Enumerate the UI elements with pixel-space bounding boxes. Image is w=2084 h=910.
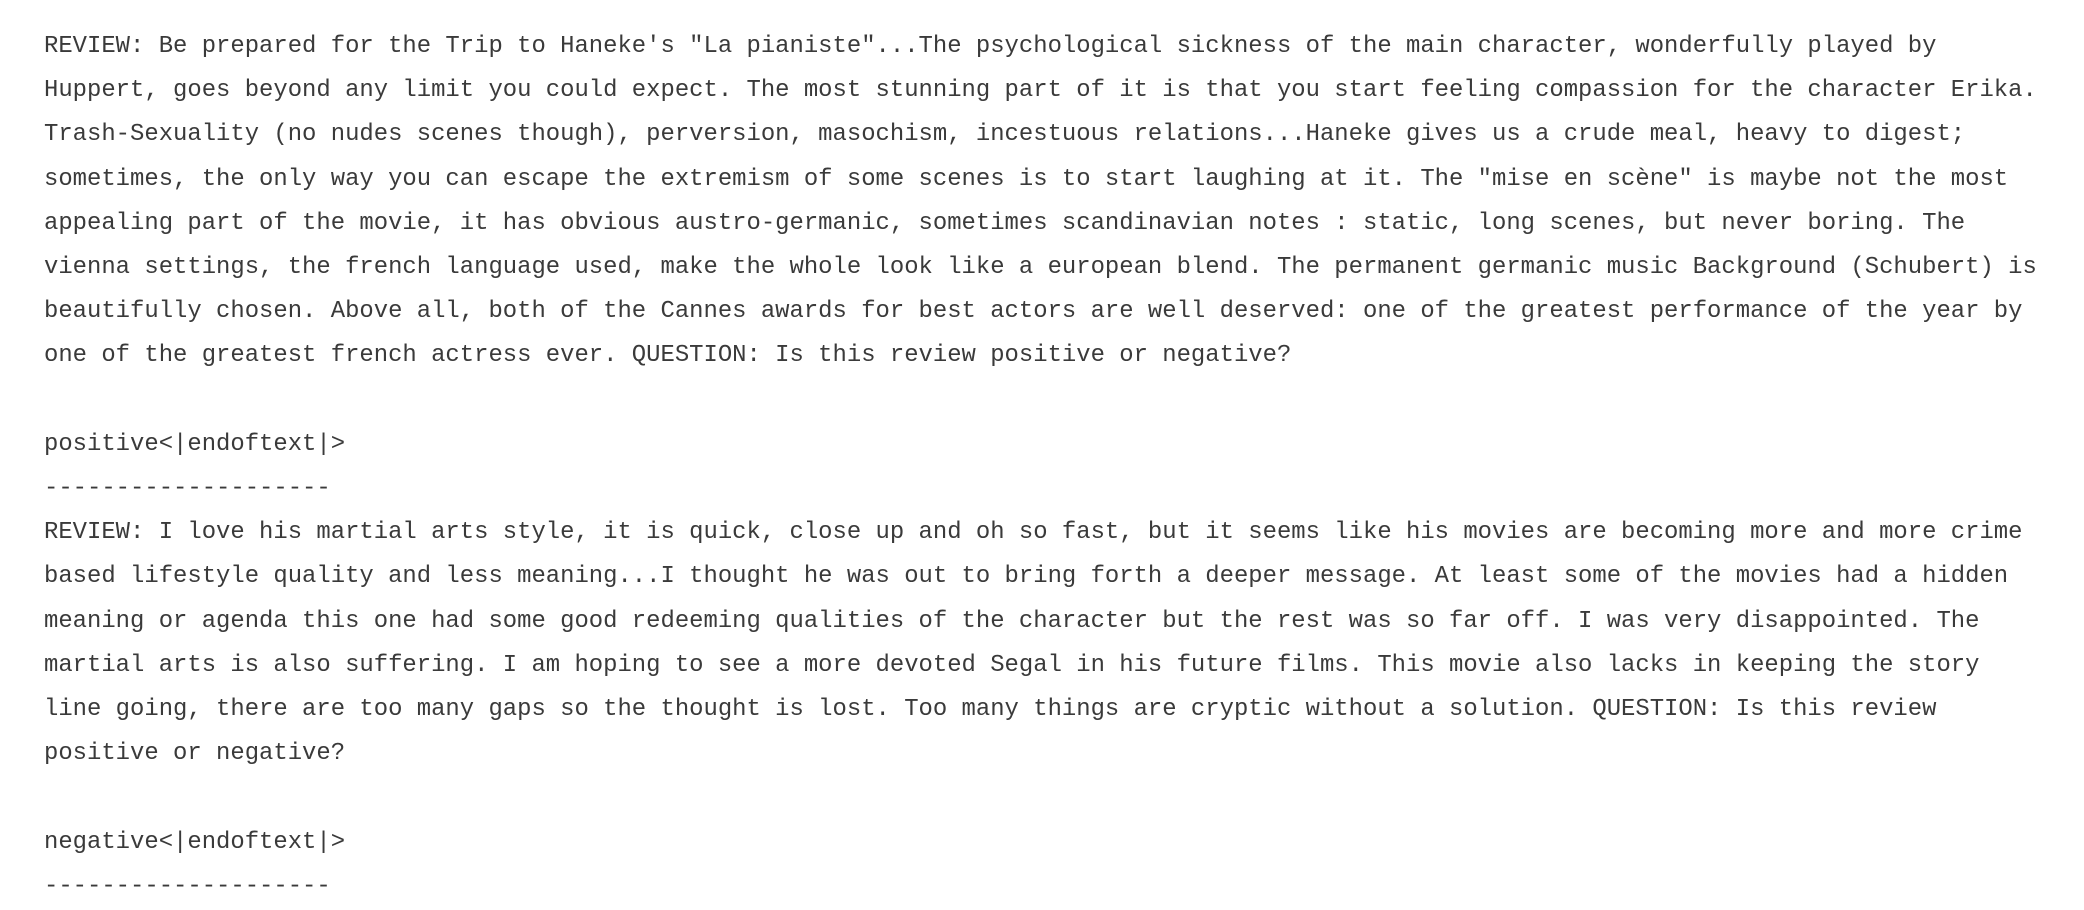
answer-text: positive<|endoftext|>: [44, 430, 346, 458]
answer-text: negative<|endoftext|>: [44, 828, 346, 856]
separator-line: --------------------: [44, 475, 331, 503]
blank-line: [44, 379, 2040, 423]
review-text: REVIEW: Be prepared for the Trip to Haneke's "La pianiste"...The psychological sickness of the main character, wonderfully played by Huppert, goes beyond any limit you could expect. The most stunning part of it is that you start feeling compassion for the character Erika. Trash-Sexuality (no nudes scenes though), perversion, masochism, incestuous relations...Haneke gives us a crude meal, heavy to digest; sometimes, the only way you can escape the extremism of some scenes is to start laughing at it. The "mise en scène" is maybe not the most appealing part of the movie, it has obvious austro-germanic, sometimes scandinavian notes : static, long scenes, but never boring. The vienna settings, the french language used, make the whole look like a european blend. The permanent germanic music Background (Schubert) is beautifully chosen. Above all, both of the Cannes awards for best actors are well deserved: one of the greatest performance of the year by one of the greatest french actress ever. QUESTION: Is this review positive or negative?: [44, 33, 2037, 370]
separator-line: --------------------: [44, 872, 331, 900]
blank-line: [44, 776, 2040, 820]
review-text: REVIEW: I love his martial arts style, it is quick, close up and oh so fast, but it seems like his movies are becoming more and more crime based lifestyle quality and less meaning...I thought he was out to bring forth a deeper message. At least some of the movies had a hidden meaning or agenda this one had some good redeeming qualities of the character but the rest was so far off. I was very disappointed. The martial arts is also suffering. I am hoping to see a more devoted Segal in his future films. This movie also lacks in keeping the story line going, there are too many gaps so the thought is lost. Too many things are cryptic without a solution. QUESTION: Is this review positive or negative?: [44, 519, 2023, 768]
